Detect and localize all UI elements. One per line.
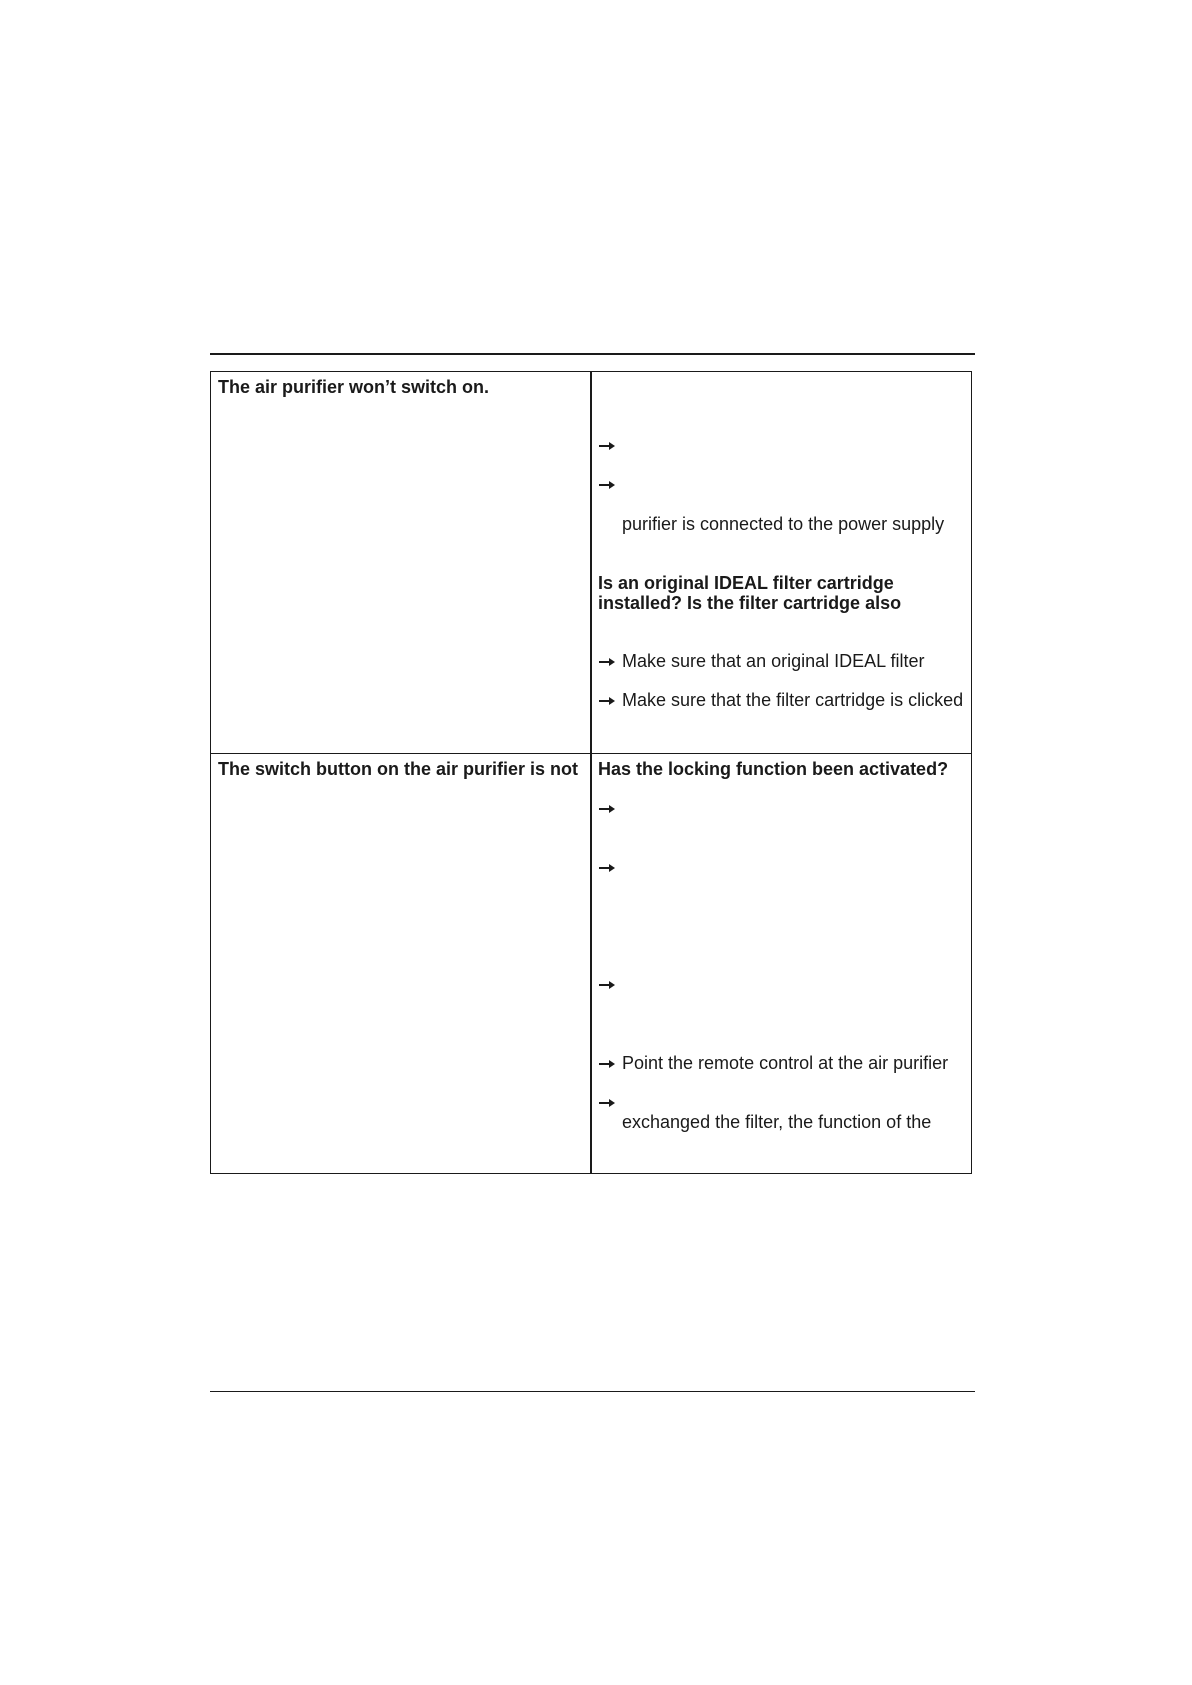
bottom-rule [210,1391,975,1392]
solution-text: purifier is connected to the power supply [622,514,945,534]
solution-action: Point the remote control at the air purifier [622,1053,949,1073]
right-arrow-icon [598,440,616,452]
solution-question: installed? Is the filter cartridge also [598,593,902,613]
solution-text: exchanged the filter, the function of the [622,1112,932,1132]
problem-cell-2: The switch button on the air purifier is not [218,759,578,779]
right-arrow-icon [598,803,616,815]
right-arrow-icon [598,862,616,874]
right-arrow-icon [598,656,616,668]
solution-question: Is an original IDEAL filter cartridge [598,573,894,593]
row-divider [210,753,972,754]
right-arrow-icon [598,695,616,707]
solution-question: Has the locking function been activated? [598,759,949,779]
problem-cell-1: The air purifier won’t switch on. [218,377,490,397]
right-arrow-icon [598,1058,616,1070]
solution-action: Make sure that the filter cartridge is clicked [622,690,964,710]
top-rule [210,353,975,355]
column-divider [590,371,592,1174]
right-arrow-icon [598,479,616,491]
solution-action: Make sure that an original IDEAL filter [622,651,925,671]
right-arrow-icon [598,1097,616,1109]
right-arrow-icon [598,979,616,991]
